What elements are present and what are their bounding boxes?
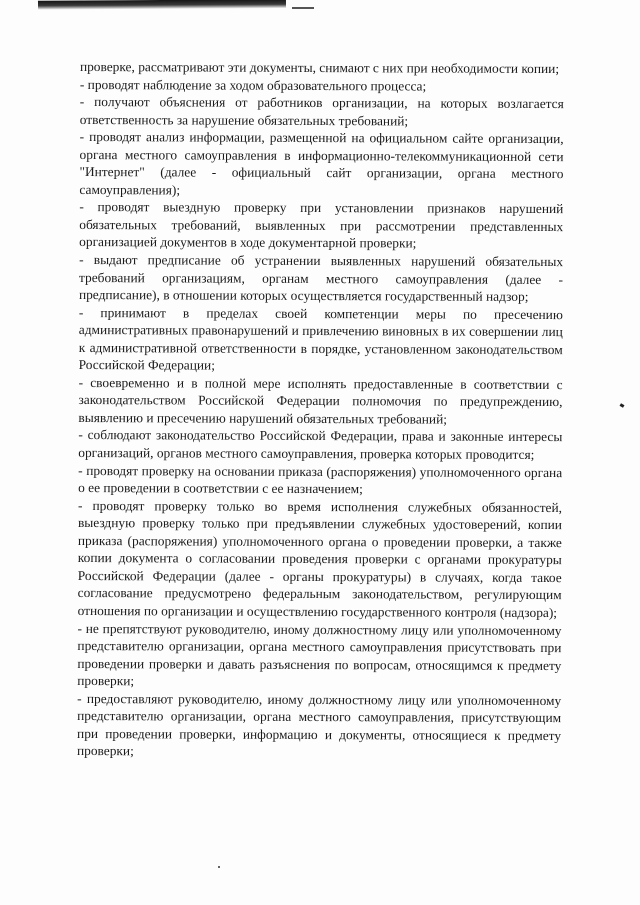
list-item: - проводят проверку только во время исполнения служебных обязанностей, выездную проверку только при предъявлении служебных удостоверений, копии приказа (распоряжения) уполномоченного органа о проведении проверки, а также копии документа о согласовании проведения проверки с органами прокуратуры Российской Федерации (далее - органы прокуратуры) в случаях, когда такое согласование предусмотрено федеральным законодательством, регулирующим отношения по организации и осуществлению государственного контроля (надзора); [77,497,563,621]
document-body [77,58,564,762]
list-item: - проводят проверку на основании приказа (распоряжения) уполномоченного органа о ее проведении в соответствии с ее назначением; [78,462,563,497]
list-item: - выдают предписание об устранении выявленных нарушений обязательных требований организациям, органам местного самоуправления (далее - предписание), в отношении которых осуществляется государственный надзор; [78,252,564,305]
list-item: - не препятствуют руководителю, иному должностному лицу или уполномоченному представителю организации, органа местного самоуправления присутствовать при проведении проверки и давать разъяснения по вопросам, относящимся к предмету проверки; [77,620,562,689]
list-item: - проводят анализ информации, размещенной на официальном сайте организации, органа местного самоуправления в информационно-телекоммуникационной сети "Интернет" (далее - официальный сайт организации, органа местного самоуправления); [79,129,564,198]
scan-speck [218,866,220,868]
scan-mark [292,7,314,9]
paragraph: проверке, рассматривают эти документы, снимают с них при необходимости копии; [79,58,560,77]
list-item: - проводят наблюдение за ходом образовательного процесса; [79,76,427,94]
list-item: - предоставляют руководителю, иному должностному лицу или уполномоченному представителю организации, органа местного самоуправления, присутствующим при проведении проверки, информацию и документы, относящиеся к предмету проверки; [76,690,562,759]
list-item: - соблюдают законодательство Российской Федерации, права и законные интересы организаций, органов местного самоуправления, проверка которых проводится; [78,427,563,463]
list-item: - своевременно и в полной мере исполнять предоставленные в соответствии с законодательством Российской Федерации полномочия по предупреждению, выявлению и пресечению нарушений обязательных требований; [78,374,563,427]
list-item: - принимают в пределах своей компетенции меры по пресечению административных правонарушений и привлечению виновных в их совершении лиц к административной ответственности в порядке, установленном законодательством Российской Федерации; [78,304,563,373]
scan-speck [620,403,625,408]
scan-edge-shadow [38,0,286,10]
list-item: - получают объяснения от работников организации, на которых возлагается ответственность за нарушение обязательных требований; [79,94,564,129]
list-item: - проводят выездную проверку при установлении признаков нарушений обязательных требований, выявленных при рассмотрении представленных организацией документов в ходе документарной проверки; [79,199,564,251]
